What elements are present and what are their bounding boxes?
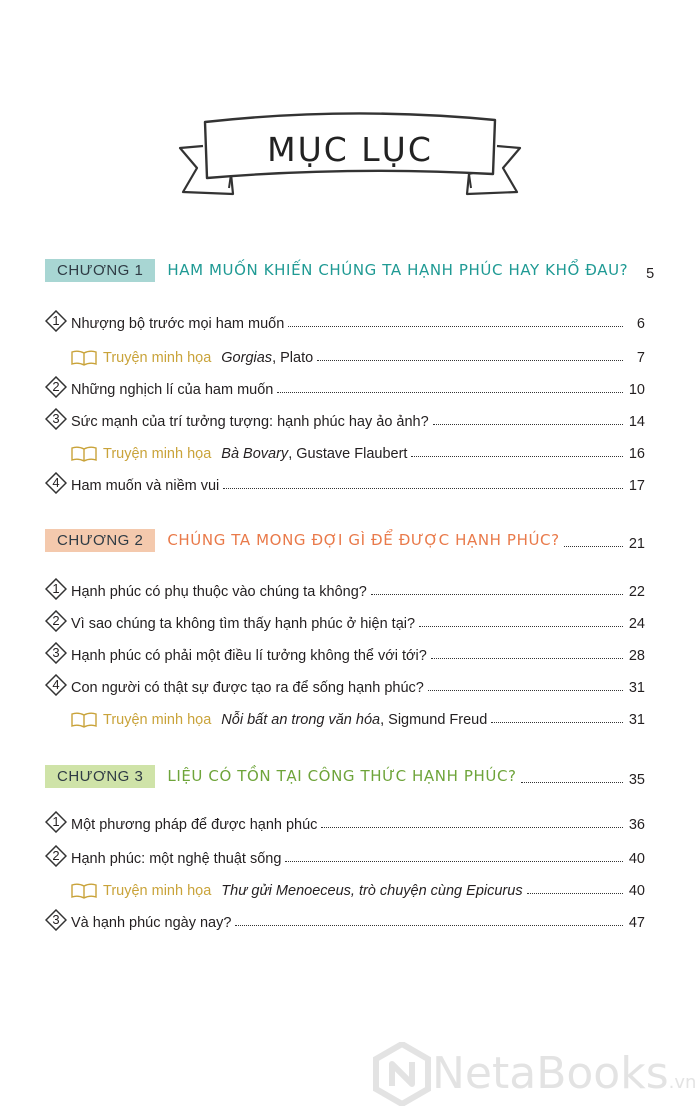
section-number: 2 (52, 848, 60, 863)
page-title: MỤC LỤC (267, 130, 433, 169)
entry-label (45, 811, 317, 833)
entry-text: Một phương pháp để được hạnh phúc (71, 817, 318, 833)
chapter-tag: CHƯƠNG 2 (45, 529, 155, 552)
page-number: 36 (628, 817, 645, 833)
dot-leader (321, 826, 622, 828)
section-number-badge (45, 310, 67, 332)
dot-leader (317, 359, 623, 361)
page-number: 16 (628, 446, 645, 462)
entry-text: Sức mạnh của trí tưởng tượng: hạnh phúc hay ảo ảnh? (71, 414, 429, 430)
page-number: 10 (628, 382, 645, 398)
page-number: 22 (628, 584, 645, 600)
chapter-label (45, 765, 517, 788)
section-number-badge (45, 811, 67, 833)
title-banner (175, 108, 525, 208)
section-number-badge (45, 408, 67, 430)
section-number-badge (45, 578, 67, 600)
entry-label (71, 446, 407, 462)
work-author: , Sigmund Freud (380, 712, 488, 728)
dot-leader (285, 860, 622, 862)
dot-leader (431, 657, 623, 659)
chapter-tag: CHƯƠNG 3 (45, 765, 155, 788)
entry-label (45, 909, 231, 931)
section-number-badge (45, 472, 67, 494)
page-number: 40 (628, 851, 645, 867)
page-number: 17 (628, 478, 645, 494)
entry-label (45, 376, 273, 398)
entry-label (45, 642, 427, 664)
entry-text: Những nghịch lí của ham muốn (71, 382, 274, 398)
section-number-badge (45, 642, 67, 664)
chapter-label (45, 529, 560, 552)
open-book-icon (71, 712, 97, 728)
chapter-title: LIỆU CÓ TỒN TẠI CÔNG THỨC HẠNH PHÚC? (167, 767, 517, 785)
section-entry[interactable] (45, 468, 645, 494)
page-number: 6 (636, 316, 645, 332)
entry-text: Vì sao chúng ta không tìm thấy hạnh phúc ở hiện tại? (71, 616, 416, 632)
work-author: , Plato (272, 350, 314, 366)
section-number: 1 (52, 814, 60, 829)
entry-text: Hạnh phúc: một nghệ thuật sống (71, 851, 282, 867)
netabooks-logo-icon (372, 1042, 432, 1106)
chapter-title: HAM MUỐN KHIẾN CHÚNG TA HẠNH PHÚC HAY KHỔ ĐAU? (167, 261, 629, 279)
page-number: 40 (628, 883, 645, 899)
section-number: 1 (52, 581, 60, 596)
section-number: 4 (52, 475, 60, 490)
page-number: 24 (628, 616, 645, 632)
entry-text: Và hạnh phúc ngày nay? (71, 915, 232, 931)
watermark-suffix: .vn (668, 1072, 697, 1093)
section-number: 2 (52, 613, 60, 628)
entry-text: Hạnh phúc có phụ thuộc vào chúng ta không? (71, 584, 367, 600)
chapter-tag: CHƯƠNG 1 (45, 259, 155, 282)
page-number: 47 (628, 915, 645, 931)
dot-leader (521, 781, 623, 783)
watermark-brand: NetaBooks (432, 1048, 669, 1099)
section-entry[interactable] (45, 841, 645, 867)
entry-label (45, 408, 429, 430)
page-number: 21 (628, 536, 645, 552)
chapter-title: CHÚNG TA MONG ĐỢI GÌ ĐỂ ĐƯỢC HẠNH PHÚC? (167, 531, 560, 549)
chapter-row[interactable] (45, 762, 645, 788)
illustration-label: Truyện minh họa (103, 712, 212, 728)
section-entry[interactable] (45, 606, 645, 632)
entry-text: Nhượng bộ trước mọi ham muốn (71, 316, 285, 332)
open-book-icon (71, 350, 97, 366)
section-number-badge (45, 909, 67, 931)
dot-leader (433, 423, 623, 425)
dot-leader (235, 924, 622, 926)
dot-leader (428, 689, 623, 691)
page-number: 14 (628, 414, 645, 430)
illustration-entry[interactable] (45, 340, 645, 366)
section-entry[interactable] (45, 404, 645, 430)
entry-label (45, 472, 219, 494)
section-entry[interactable] (45, 670, 645, 696)
dot-leader (564, 545, 623, 547)
section-number-badge (45, 845, 67, 867)
entry-label (45, 578, 367, 600)
page-number: 7 (636, 350, 645, 366)
watermark (372, 1040, 697, 1110)
dot-leader (491, 721, 623, 723)
illustration-label: Truyện minh họa (103, 350, 212, 366)
illustration-label: Truyện minh họa (103, 446, 212, 462)
section-entry[interactable] (45, 372, 645, 398)
work-title: Gorgias (221, 350, 273, 366)
entry-text: Ham muốn và niềm vui (71, 478, 220, 494)
section-number: 3 (52, 912, 60, 927)
work-title: Bà Bovary (221, 446, 289, 462)
chapter-row[interactable] (45, 526, 645, 552)
section-entry[interactable] (45, 905, 645, 931)
illustration-label: Truyện minh họa (103, 883, 212, 899)
dot-leader (288, 325, 623, 327)
entry-label (45, 674, 424, 696)
section-entry[interactable] (45, 807, 645, 833)
illustration-entry[interactable] (45, 436, 645, 462)
section-number: 4 (52, 677, 60, 692)
entry-label (45, 310, 284, 332)
entry-text: Con người có thật sự được tạo ra để sống hạnh phúc? (71, 680, 424, 696)
entry-label (71, 883, 523, 899)
entry-label (45, 845, 281, 867)
section-number: 3 (52, 411, 60, 426)
dot-leader (223, 487, 623, 489)
illustration-entry[interactable] (45, 702, 645, 728)
entry-text: Hạnh phúc có phải một điều lí tưởng không thể với tới? (71, 648, 427, 664)
entry-label (71, 350, 313, 366)
section-number: 3 (52, 645, 60, 660)
section-number-badge (45, 674, 67, 696)
page-number: 28 (628, 648, 645, 664)
page-number: 31 (628, 712, 645, 728)
open-book-icon (71, 883, 97, 899)
work-author: , Gustave Flaubert (288, 446, 408, 462)
dot-leader (419, 625, 623, 627)
page-number: 31 (628, 680, 645, 696)
section-entry[interactable] (45, 306, 645, 332)
dot-leader (411, 455, 622, 457)
section-number-badge (45, 610, 67, 632)
illustration-entry[interactable] (45, 873, 645, 899)
section-number: 2 (52, 379, 60, 394)
open-book-icon (71, 446, 97, 462)
entry-label (45, 610, 415, 632)
chapter-row[interactable] (45, 256, 655, 282)
section-number: 1 (52, 313, 60, 328)
watermark-text (432, 1048, 696, 1099)
page-number: 5 (646, 266, 655, 282)
dot-leader (277, 391, 623, 393)
page-number: 35 (628, 772, 645, 788)
chapter-label (45, 259, 628, 282)
dot-leader (371, 593, 623, 595)
section-entry[interactable] (45, 638, 645, 664)
section-number-badge (45, 376, 67, 398)
dot-leader (527, 892, 623, 894)
work-title: Nỗi bất an trong văn hóa (221, 712, 381, 728)
section-entry[interactable] (45, 574, 645, 600)
entry-label (71, 712, 487, 728)
work-title: Thư gửi Menoeceus, trò chuyện cùng Epicurus (221, 883, 523, 899)
